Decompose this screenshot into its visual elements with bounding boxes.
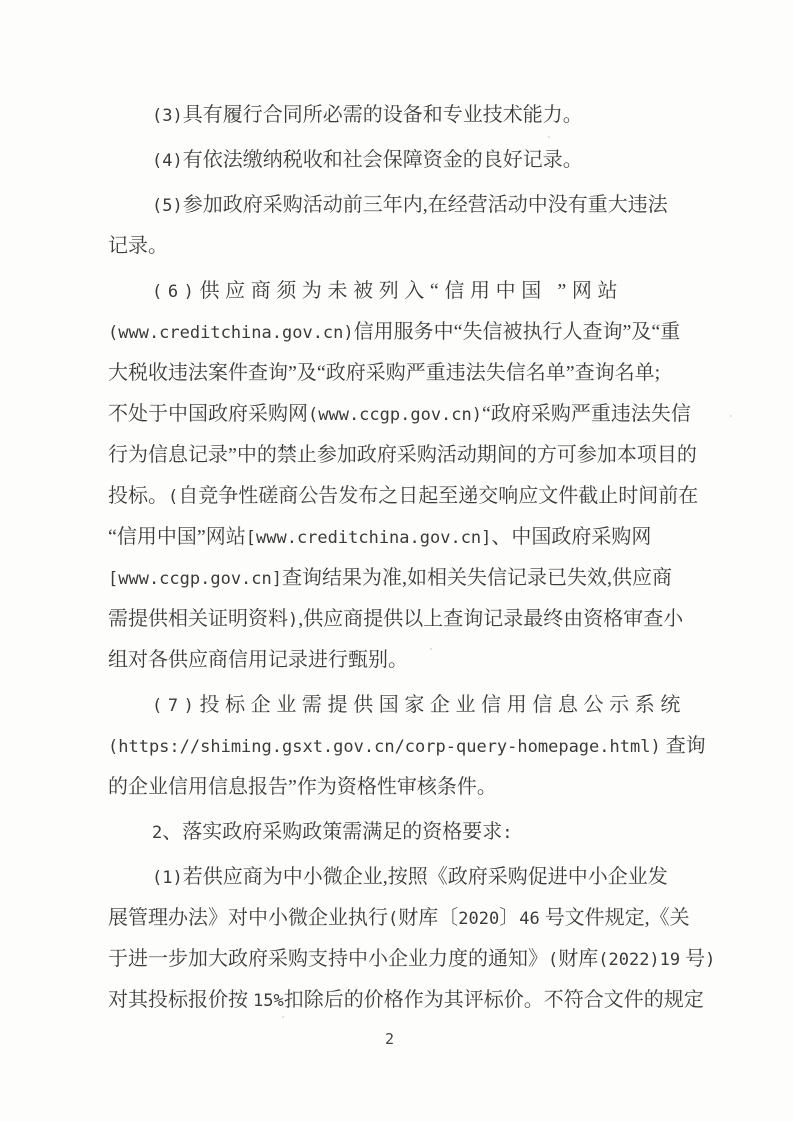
doc-line: 大税收违法案件查询”及“政府采购严重违法失信名单”查询名单; — [108, 362, 661, 384]
doc-line: “信用中国”网站[www.creditchina.gov.cn]、中国政府采购网 — [108, 526, 652, 548]
doc-line: 需提供相关证明资料),供应商提供以上查询记录最终由资格审查小 — [108, 608, 684, 630]
doc-line: 于进一步加大政府采购支持中小企业力度的通知》(财库(2022)19 号) — [108, 948, 716, 970]
doc-line: (6)供应商须为未被列入“信用中国 ”网站 — [152, 280, 624, 302]
doc-line: 的企业信用信息报告”作为资格性审核条件。 — [108, 776, 497, 798]
doc-line: (5)参加政府采购活动前三年内,在经营活动中没有重大违法 — [152, 194, 668, 216]
doc-line: 投标。(自竞争性磋商公告发布之日起至递交响应文件截止时间前在 — [108, 485, 699, 507]
scan-speck — [730, 415, 732, 417]
doc-line: 展管理办法》对中小微企业执行(财库〔2020〕46 号文件规定,《关 — [108, 907, 690, 929]
doc-line: (7)投标企业需提供国家企业信用信息公示系统 — [152, 694, 686, 716]
doc-line: (www.creditchina.gov.cn)信用服务中“失信被执行人查询”及“重 — [108, 321, 681, 343]
document-body — [108, 95, 716, 1021]
doc-line: 2、落实政府采购政策需满足的资格要求: — [152, 821, 513, 843]
doc-line: 组对各供应商信用记录进行甄别。 — [108, 649, 408, 671]
doc-line: (4)有依法缴纳税收和社会保障资金的良好记录。 — [152, 149, 583, 171]
doc-line: [www.ccgp.gov.cn]查询结果为准,如相关失信记录已失效,供应商 — [108, 567, 672, 589]
doc-line: 对其投标报价按 15%扣除后的价格作为其评标价。不符合文件的规定 — [108, 989, 704, 1011]
doc-line: (3)具有履行合同所必需的设备和专业技术能力。 — [152, 104, 583, 126]
scan-speck — [282, 1016, 284, 1018]
scan-speck — [548, 136, 550, 138]
doc-line: 行为信息记录”中的禁止参加政府采购活动期间的方可参加本项目的 — [108, 444, 697, 466]
scan-speck — [430, 648, 432, 650]
doc-line: 不处于中国政府采购网(www.ccgp.gov.cn)“政府采购严重违法失信 — [108, 403, 691, 425]
doc-line: 记录。 — [108, 235, 168, 257]
doc-line: (https://shiming.gsxt.gov.cn/corp-query-homepage.html) 查询 — [108, 735, 706, 757]
doc-line: (1)若供应商为中小微企业,按照《政府采购促进中小企业发 — [152, 866, 668, 888]
page-number: 2 — [384, 1030, 395, 1048]
